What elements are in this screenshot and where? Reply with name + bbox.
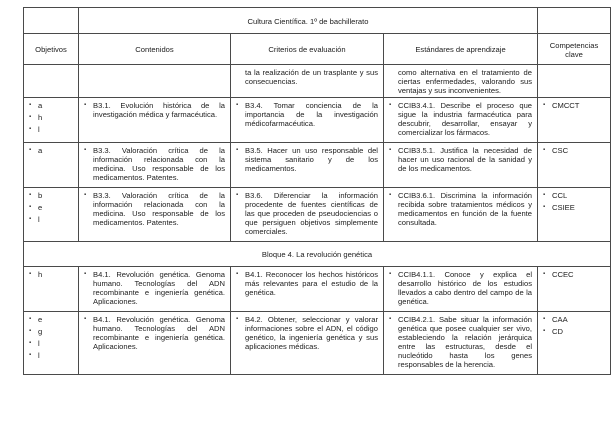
contenido-text: ▪ B3.3. Valoración crítica de la información relacionada con la medicina. Uso responsable de los medicamentos. Patentes. [84,191,225,227]
objetivo-item: ▪ h [29,113,73,122]
empty-corner-cell [24,8,79,34]
estandar-text: ▪ CCIB4.2.1. Sabe situar la información genética que posee cualquier ser vivo, estableciendo la relación jerárquica entre las estructuras, desde el nucleótido hasta los genes responsables de la herencia. [389,315,532,369]
objetivo-list [29,270,73,279]
contenido-text: ▪ B3.1. Evolución histórica de la investigación médica y farmacéutica. [84,101,225,119]
competencia-item: ▪ CMCCT [543,101,605,110]
header-contenidos: Contenidos [79,34,231,65]
empty-cell [538,65,611,98]
estandar-text: ▪ CCIB4.1.1. Conoce y explica el desarrollo histórico de los estudios llevados a cabo dentro del campo de la genética. [389,270,532,306]
objetivo-list [29,315,73,360]
competencia-item: ▪ CSC [543,146,605,155]
competencia-item: ▪ CAA [543,315,605,324]
objetivo-item: ▪ e [29,203,73,212]
competencia-item: ▪ CCEC [543,270,605,279]
competencia-list [543,191,605,212]
header-row [24,34,611,65]
empty-corner-cell [538,8,611,34]
objetivo-item: ▪ l [29,339,73,348]
header-criterios: Criterios de evaluación [231,34,384,65]
competencia-list [543,146,605,155]
table-row [24,312,611,375]
objetivo-item: ▪ b [29,191,73,200]
competencia-list [543,315,605,336]
competencia-item: ▪ CCL [543,191,605,200]
objetivo-item: ▪ a [29,146,73,155]
competencia-list [543,270,605,279]
objetivo-item: ▪ g [29,327,73,336]
objetivo-list [29,101,73,134]
objetivo-list [29,191,73,224]
empty-cell [24,65,79,98]
curriculum-table [23,7,611,375]
objetivo-item: ▪ h [29,270,73,279]
objetivo-item: ▪ e [29,315,73,324]
objetivo-item: ▪ l [29,215,73,224]
table-title: Cultura Científica. 1º de bachillerato [79,8,538,34]
estandar-continuation: como alternativa en el tratamiento de ciertas enfermedades, valorando sus ventajas y sus inconvenientes. [398,68,533,95]
contenido-text: ▪ B4.1. Revolución genética. Genoma humano. Tecnologías del ADN recombinante e ingeniería genética. Aplicaciones. [84,270,225,306]
block-title: Bloque 4. La revolución genética [24,242,611,267]
contenido-text: ▪ B4.1. Revolución genética. Genoma humano. Tecnologías del ADN recombinante e ingeniería genética. Aplicaciones. [84,315,225,351]
table-row [24,98,611,143]
estandar-text: ▪ CCIB3.6.1. Discrimina la información recibida sobre tratamientos médicos y medicamentos en función de la fuente consultada. [389,191,532,227]
estandar-text: ▪ CCIB3.4.1. Describe el proceso que sigue la industria farmacéutica para descubrir, desarrollar, ensayar y comercializar los fármacos. [389,101,532,137]
criterio-text: ▪ B3.4. Tomar conciencia de la importancia de la investigación médicofarmacéutica. [236,101,378,128]
competencia-item: ▪ CSIEE [543,203,605,212]
criterio-text: ▪ B4.1. Reconocer los hechos históricos más relevantes para el estudio de la genética. [236,270,378,297]
table-row [24,143,611,188]
objetivo-item: ▪ l [29,125,73,134]
header-estandares: Estándares de aprendizaje [384,34,538,65]
competencia-list [543,101,605,110]
continuation-row [24,65,611,98]
table-row [24,267,611,312]
objetivo-item: ▪ a [29,101,73,110]
objetivo-item: ▪ l [29,351,73,360]
header-competencias: Competencias clave [538,34,611,65]
contenido-text: ▪ B3.3. Valoración crítica de la información relacionada con la medicina. Uso responsable de los medicamentos. Patentes. [84,146,225,182]
table-row [24,188,611,242]
criterio-text: ▪ B4.2. Obtener, seleccionar y valorar informaciones sobre el ADN, el código genético, la ingeniería genética y sus aplicaciones médicas. [236,315,378,351]
criterio-continuation: ta la realización de un trasplante y sus consecuencias. [245,68,378,86]
competencia-item: ▪ CD [543,327,605,336]
block-row [24,242,611,267]
estandar-text: ▪ CCIB3.5.1. Justifica la necesidad de hacer un uso racional de la sanidad y de los medicamentos. [389,146,532,173]
empty-cell [79,65,231,98]
header-objetivos: Objetivos [24,34,79,65]
criterio-text: ▪ B3.5. Hacer un uso responsable del sistema sanitario y de los medicamentos. [236,146,378,173]
objetivo-list [29,146,73,155]
table-title-row [24,8,611,34]
criterio-text: ▪ B3.6. Diferenciar la información procedente de fuentes científicas de las que proceden de pseudociencias o que persiguen objetivos simplemente comerciales. [236,191,378,236]
